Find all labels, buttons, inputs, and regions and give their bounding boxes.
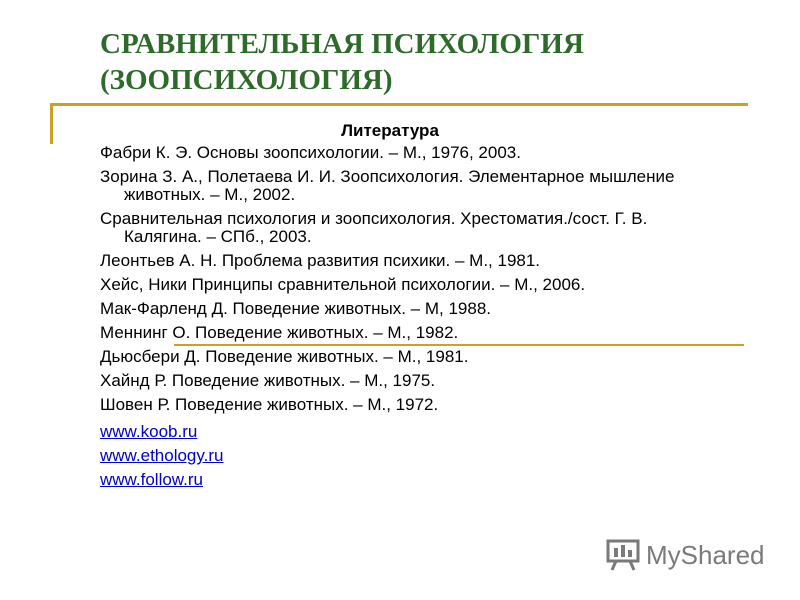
link-item xyxy=(100,447,223,465)
reference-item: Меннинг О. Поведение животных. – М., 1982. xyxy=(100,323,459,342)
reference-item: Хайнд Р. Поведение животных. – М., 1975. xyxy=(100,371,436,390)
link-item xyxy=(100,471,223,489)
watermark-logo xyxy=(606,537,765,573)
reference-item: Мак-Фарленд Д. Поведение животных. – М, 1988. xyxy=(100,299,492,318)
link-follow[interactable]: www.follow.ru xyxy=(100,470,203,489)
link-ethology[interactable]: www.ethology.ru xyxy=(100,446,224,465)
reference-item: Сравнительная психология и зоопсихология. Хрестоматия./сост. Г. В. Калягина. – СПб., 2003. xyxy=(100,209,648,246)
reference-item: Зорина З. А., Полетаева И. И. Зоопсихология. Элементарное мышление животных. – М., 2002. xyxy=(100,167,675,204)
slide-title-line-2: (ЗООПСИХОЛОГИЯ) xyxy=(100,64,393,96)
reference-item: Дьюсбери Д. Поведение животных. – М., 1981. xyxy=(100,347,469,366)
presentation-board-icon xyxy=(606,538,640,572)
section-heading: Литература xyxy=(341,121,439,140)
link-list xyxy=(100,423,223,495)
link-item xyxy=(100,423,223,441)
reference-item: Шовен Р. Поведение животных. – М., 1972. xyxy=(100,395,439,414)
link-koob[interactable]: www.koob.ru xyxy=(100,422,198,441)
watermark-text: MyShared xyxy=(646,539,765,570)
reference-list xyxy=(100,144,700,419)
slide-title-line-1: СРАВНИТЕЛЬНАЯ ПСИХОЛОГИЯ xyxy=(100,28,584,60)
reference-item: Фабри К. Э. Основы зоопсихологии. – М., 1976, 2003. xyxy=(100,143,521,162)
middle-divider-line xyxy=(174,344,744,346)
reference-item: Хейс, Ники Принципы сравнительной психологии. – М., 2006. xyxy=(100,275,586,294)
top-divider-line xyxy=(50,103,748,106)
reference-item: Леонтьев А. Н. Проблема развития психики. – М., 1981. xyxy=(100,251,541,270)
slide-title xyxy=(100,26,760,98)
